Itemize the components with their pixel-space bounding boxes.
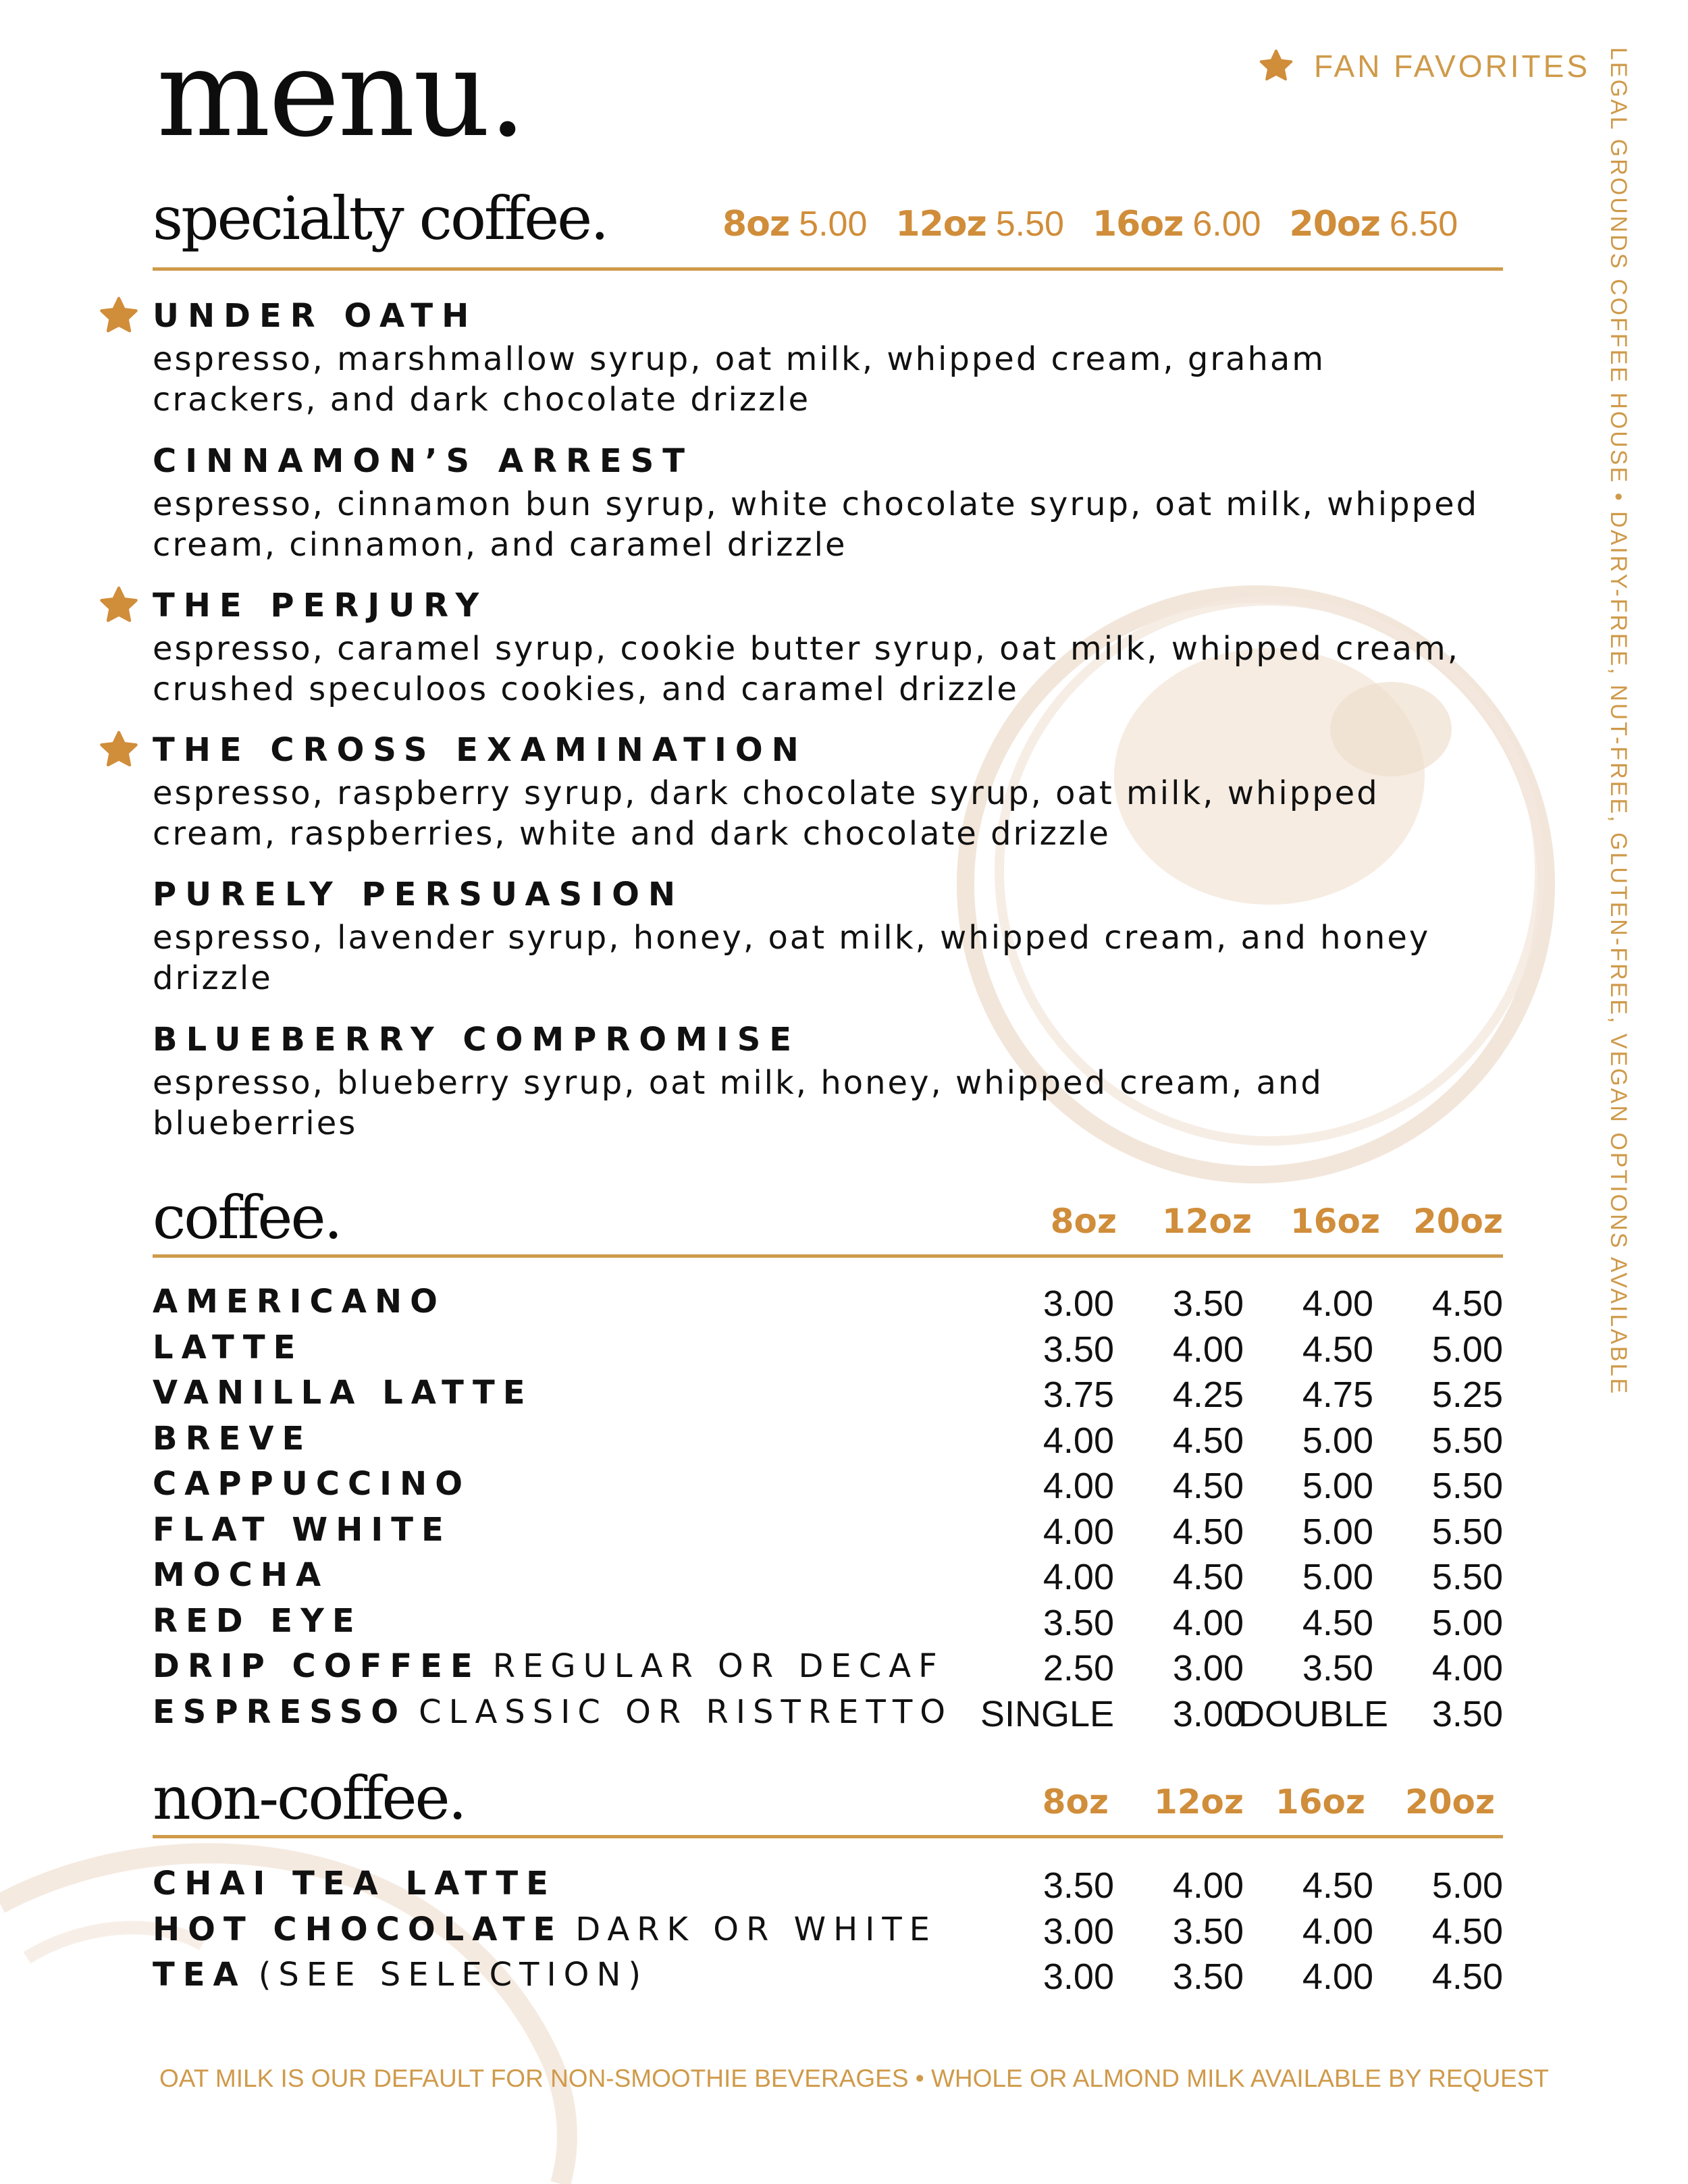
coffee-price: 5.50: [1431, 1420, 1503, 1461]
non-coffee-row-label: [153, 1956, 648, 1994]
non-coffee-row: [153, 1865, 1503, 1911]
coffee-price: 4.00: [1431, 1648, 1503, 1688]
coffee-price: 5.50: [1431, 1466, 1503, 1506]
coffee-price: 2.50: [1043, 1648, 1114, 1688]
non-coffee-price: 3.00: [1043, 1911, 1114, 1952]
coffee-price: 4.50: [1172, 1557, 1244, 1597]
coffee-price: 5.00: [1302, 1466, 1373, 1506]
star-icon: [1257, 47, 1295, 85]
non-coffee-section-title: non-coffee.: [153, 1763, 465, 1833]
non-coffee-price: 3.50: [1043, 1865, 1114, 1906]
coffee-price: 4.00: [1172, 1329, 1244, 1370]
coffee-item-name: LATTE: [153, 1328, 304, 1366]
coffee-row: [153, 1556, 1503, 1602]
coffee-price: 3.50: [1043, 1329, 1114, 1370]
specialty-item: [153, 731, 1489, 854]
specialty-item: [153, 442, 1489, 565]
non-coffee-size-8oz: 8oz: [1042, 1782, 1109, 1821]
non-coffee-price: 5.00: [1431, 1865, 1503, 1906]
non-coffee-row-label: [153, 1865, 556, 1902]
specialty-price-list: [722, 204, 1458, 244]
coffee-price: 3.00: [1172, 1648, 1244, 1688]
coffee-row: [153, 1465, 1503, 1511]
non-coffee-item-name: HOT CHOCOLATE: [153, 1910, 564, 1948]
non-coffee-size-16oz: 16oz: [1275, 1782, 1365, 1821]
coffee-price: 4.50: [1172, 1511, 1244, 1552]
coffee-price: SINGLE: [980, 1693, 1114, 1734]
coffee-price: 3.50: [1172, 1283, 1244, 1324]
coffee-price: 4.50: [1302, 1602, 1373, 1643]
non-coffee-price: 3.50: [1172, 1956, 1244, 1997]
specialty-section-title: specialty coffee.: [153, 184, 608, 253]
non-coffee-divider: [153, 1835, 1503, 1838]
non-coffee-item-qualifier: DARK OR WHITE: [575, 1910, 937, 1948]
coffee-row-label: [153, 1511, 452, 1549]
coffee-item-name: BREVE: [153, 1419, 313, 1458]
non-coffee-price: 4.50: [1431, 1911, 1503, 1952]
coffee-item-name: RED EYE: [153, 1601, 363, 1640]
non-coffee-size-20oz: 20oz: [1404, 1782, 1495, 1821]
coffee-row: [153, 1283, 1503, 1329]
sidebar-tagline-text: LEGAL GROUNDS COFFEE HOUSE • DAIRY-FREE, NUT-FREE, GLUTEN-FREE, VEGAN OPTIONS AVAILABLE: [1606, 47, 1631, 1396]
coffee-price: 5.00: [1302, 1557, 1373, 1597]
coffee-price: 4.25: [1172, 1375, 1244, 1415]
coffee-item-name: CAPPUCCINO: [153, 1465, 471, 1503]
coffee-price: 4.00: [1043, 1557, 1114, 1597]
coffee-price: 4.00: [1043, 1511, 1114, 1552]
non-coffee-row-label: [153, 1911, 937, 1948]
non-coffee-row: [153, 1911, 1503, 1956]
coffee-row: [153, 1602, 1503, 1648]
coffee-price: 4.00: [1302, 1283, 1373, 1324]
coffee-size-8oz: 8oz: [1050, 1202, 1117, 1241]
coffee-price: 4.50: [1431, 1283, 1503, 1324]
coffee-row: [153, 1693, 1503, 1739]
coffee-item-name: MOCHA: [153, 1556, 329, 1594]
coffee-item-name: ESPRESSO: [153, 1693, 407, 1731]
coffee-section-title: coffee.: [153, 1183, 341, 1252]
specialty-item: [153, 587, 1489, 710]
coffee-row: [153, 1511, 1503, 1557]
coffee-price: 4.75: [1302, 1375, 1373, 1415]
specialty-price-12oz: 12oz 5.50: [895, 204, 1064, 244]
coffee-price: 5.00: [1302, 1511, 1373, 1552]
coffee-price: 5.00: [1302, 1420, 1373, 1461]
coffee-price: 4.50: [1172, 1466, 1244, 1506]
specialty-item-name: THE PERJURY: [153, 587, 488, 624]
coffee-price: 4.00: [1172, 1602, 1244, 1643]
coffee-item-name: AMERICANO: [153, 1283, 446, 1321]
specialty-divider: [153, 267, 1503, 271]
fan-favorites-label: FAN FAVORITES: [1314, 49, 1590, 84]
favorite-star-icon: [97, 294, 140, 338]
coffee-size-16oz: 16oz: [1290, 1202, 1380, 1241]
coffee-row-label: [153, 1465, 471, 1503]
coffee-price: 4.00: [1043, 1466, 1114, 1506]
coffee-price: 3.00: [1043, 1283, 1114, 1324]
coffee-price: 4.00: [1043, 1420, 1114, 1461]
fan-favorites-legend: [1257, 47, 1590, 85]
specialty-item-name: CINNAMON’S ARREST: [153, 442, 694, 480]
specialty-item-description: espresso, blueberry syrup, oat milk, honey, whipped cream, and blueberries: [153, 1064, 1323, 1142]
coffee-price: 3.75: [1043, 1375, 1114, 1415]
coffee-price: 3.00: [1172, 1693, 1244, 1734]
specialty-item-description: espresso, lavender syrup, honey, oat milk, whipped cream, and honey drizzle: [153, 919, 1431, 997]
coffee-price: 5.00: [1431, 1602, 1503, 1643]
coffee-row-label: [153, 1283, 446, 1321]
coffee-row-label: [153, 1693, 953, 1731]
favorite-star-icon: [97, 728, 140, 772]
coffee-row-label: [153, 1556, 329, 1594]
non-coffee-price: 4.50: [1302, 1865, 1373, 1906]
non-coffee-item-qualifier: (SEE SELECTION): [258, 1956, 649, 1994]
coffee-row: [153, 1374, 1503, 1420]
non-coffee-price: 4.00: [1302, 1956, 1373, 1997]
coffee-divider: [153, 1254, 1503, 1258]
coffee-row-label: [153, 1647, 945, 1685]
coffee-item-name: FLAT WHITE: [153, 1510, 452, 1549]
specialty-item: [153, 297, 1489, 420]
footer-note: OAT MILK IS OUR DEFAULT FOR NON-SMOOTHIE BEVERAGES • WHOLE OR ALMOND MILK AVAILABLE BY REQUEST: [159, 2065, 1549, 2092]
specialty-item: [153, 876, 1489, 998]
coffee-price: 5.00: [1431, 1329, 1503, 1370]
specialty-price-8oz: 8oz 5.00: [722, 204, 868, 244]
non-coffee-item-name: CHAI TEA LATTE: [153, 1865, 556, 1902]
specialty-item-description: espresso, marshmallow syrup, oat milk, whipped cream, graham crackers, and dark chocolate drizzle: [153, 340, 1326, 419]
specialty-item-description: espresso, raspberry syrup, dark chocolate syrup, oat milk, whipped cream, raspberries, white and dark chocolate drizzle: [153, 774, 1379, 853]
coffee-size-20oz: 20oz: [1413, 1202, 1503, 1241]
coffee-price: 3.50: [1431, 1693, 1503, 1734]
specialty-item-name: UNDER OATH: [153, 297, 478, 335]
coffee-item-name: DRIP COFFEE: [153, 1647, 481, 1685]
non-coffee-price: 4.00: [1172, 1865, 1244, 1906]
coffee-row-label: [153, 1374, 533, 1412]
coffee-price: 4.50: [1302, 1329, 1373, 1370]
specialty-item-name: PURELY PERSUASION: [153, 876, 685, 913]
coffee-size-header: [972, 1202, 1503, 1242]
coffee-price: DOUBLE: [1238, 1693, 1389, 1734]
coffee-row-label: [153, 1602, 363, 1640]
coffee-row: [153, 1647, 1503, 1693]
coffee-item-name: VANILLA LATTE: [153, 1374, 533, 1412]
coffee-size-12oz: 12oz: [1161, 1202, 1252, 1241]
coffee-row: [153, 1420, 1503, 1466]
non-coffee-item-name: TEA: [153, 1956, 246, 1994]
non-coffee-size-12oz: 12oz: [1153, 1782, 1244, 1821]
specialty-item-description: espresso, cinnamon bun syrup, white chocolate syrup, oat milk, whipped cream, cinnamon, and caramel drizzle: [153, 485, 1479, 564]
coffee-item-qualifier: REGULAR OR DECAF: [492, 1647, 945, 1685]
coffee-price: 3.50: [1302, 1648, 1373, 1688]
non-coffee-price: 3.00: [1043, 1956, 1114, 1997]
favorite-star-icon: [97, 584, 140, 627]
coffee-price: 5.50: [1431, 1511, 1503, 1552]
coffee-price: 3.50: [1043, 1602, 1114, 1643]
coffee-row: [153, 1329, 1503, 1375]
coffee-row-label: [153, 1329, 303, 1366]
non-coffee-row: [153, 1956, 1503, 2002]
specialty-price-20oz: 20oz 6.50: [1289, 204, 1458, 244]
coffee-row-label: [153, 1420, 312, 1458]
non-coffee-price: 3.50: [1172, 1911, 1244, 1952]
specialty-item: [153, 1021, 1489, 1144]
specialty-item-name: BLUEBERRY COMPROMISE: [153, 1021, 801, 1059]
coffee-item-qualifier: CLASSIC OR RISTRETTO: [419, 1693, 953, 1731]
non-coffee-size-header: [964, 1782, 1495, 1823]
non-coffee-price: 4.50: [1431, 1956, 1503, 1997]
sidebar-tagline: [1593, 47, 1641, 1438]
page-title: menu.: [157, 24, 525, 163]
coffee-price: 5.50: [1431, 1557, 1503, 1597]
non-coffee-price: 4.00: [1302, 1911, 1373, 1952]
specialty-price-16oz: 16oz 6.00: [1092, 204, 1261, 244]
coffee-price: 4.50: [1172, 1420, 1244, 1461]
specialty-item-description: espresso, caramel syrup, cookie butter syrup, oat milk, whipped cream, crushed speculoos cookies, and caramel drizzle: [153, 630, 1460, 708]
specialty-item-name: THE CROSS EXAMINATION: [153, 731, 808, 769]
coffee-price: 5.25: [1431, 1375, 1503, 1415]
